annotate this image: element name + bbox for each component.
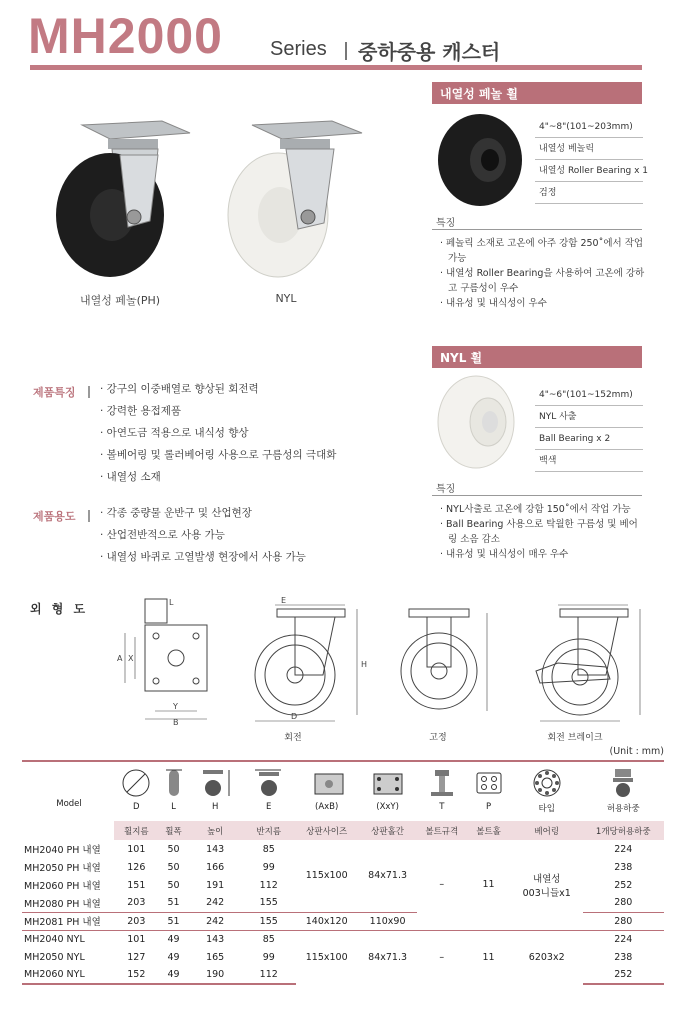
product-feature-item: · 내열성 소재 bbox=[100, 471, 161, 483]
col-plate-header: (AxB) bbox=[296, 761, 358, 821]
dim-letter-a: A bbox=[117, 654, 123, 663]
sub-header-cell: 베어링 bbox=[511, 821, 583, 840]
height-icon bbox=[197, 768, 233, 798]
dim-letter-d: D bbox=[291, 712, 298, 721]
swivel-brake-drawing bbox=[528, 597, 653, 727]
group1-plate: 115x100 bbox=[305, 870, 348, 882]
swivel-radius-icon bbox=[251, 768, 287, 798]
group1-bearing: 내열성 003니들x1 bbox=[522, 873, 571, 899]
table-row: MH2060 NYL 152 49 190 112 252 bbox=[22, 966, 664, 984]
nyl-caster-label: NYL bbox=[275, 292, 297, 305]
table-row: MH2080 PH 내열 203 51 242 155 280 bbox=[24, 897, 633, 910]
nyl-feature-list bbox=[440, 502, 645, 562]
nyl-wheel-image bbox=[432, 372, 532, 472]
group1-bolt: – bbox=[439, 879, 445, 891]
product-uses-list bbox=[100, 502, 306, 568]
dim-letter-y: Y bbox=[173, 702, 178, 711]
phenol-feature-item: · 페놀릭 소재로 고온에 아주 강함 250˚에서 작업 가능 bbox=[440, 238, 644, 264]
dimension-drawings-title: 외 형 도 bbox=[30, 602, 89, 616]
nyl-feature-rule bbox=[432, 495, 642, 496]
phenol-wheel-image bbox=[432, 108, 532, 208]
sub-header-cell: 1개당허용하중 bbox=[583, 821, 664, 840]
caption-swivel: 회전 bbox=[284, 733, 302, 743]
sub-header-cell: 상판홀간 bbox=[358, 821, 418, 840]
phenol-spec-material: 내열성 베놀릭 bbox=[535, 138, 643, 160]
col-hole-header: (XxY) bbox=[358, 761, 418, 821]
page-title: MH2000 bbox=[28, 8, 223, 64]
model-header: Model bbox=[22, 761, 114, 840]
swivel-drawing bbox=[245, 597, 370, 727]
table-row: MH2060 PH 내열 151 50 191 112 252 bbox=[24, 879, 633, 892]
col-h-header: H bbox=[188, 761, 242, 821]
table-row: MH2040 NYL 101 49 143 85 115x100 84x71.3 – 11 6203x2 224 bbox=[22, 930, 664, 948]
page-subtitle: 중하중용 캐스터 bbox=[358, 40, 501, 64]
phenol-spec-bearing: 내열성 Roller Bearing x 1 bbox=[535, 160, 643, 182]
group1-bolt-hole: 11 bbox=[482, 879, 495, 891]
phenol-wheel-heading: 내열성 페놀 휠 bbox=[432, 82, 642, 104]
table-sub-header-row bbox=[22, 821, 664, 840]
nyl-spec-color: 백색 bbox=[535, 450, 643, 472]
product-feature-item: · 강력한 용접제품 bbox=[100, 405, 182, 417]
dim-letter-b: B bbox=[173, 718, 179, 725]
nyl-spec-bearing: Ball Bearing x 2 bbox=[535, 428, 643, 450]
phenol-feature-item: · 내열성 Roller Bearing을 사용하여 고온에 강하고 구름성이 우수 bbox=[440, 268, 645, 294]
sub-header-cell: 볼트규격 bbox=[417, 821, 466, 840]
table-row: MH2050 PH 내열 126 50 166 99 238 bbox=[24, 861, 633, 874]
group2-bolt-hole: 11 bbox=[466, 930, 511, 984]
nyl-feature-item: · 내유성 및 내식성이 매우 우수 bbox=[440, 549, 569, 560]
col-d-header: D bbox=[114, 761, 159, 821]
sub-header-cell: 반지름 bbox=[242, 821, 296, 840]
bolt-icon bbox=[427, 768, 457, 798]
product-feature-item: · 볼베어링 및 롤러베어링 사용으로 구름성의 극대화 bbox=[100, 449, 337, 461]
group2-bearing: 6203x2 bbox=[511, 930, 583, 984]
nyl-feature-item: · NYL사출로 고온에 강함 150˚에서 작업 가능 bbox=[440, 504, 631, 515]
load-weight-icon bbox=[605, 768, 641, 798]
wheel-width-icon bbox=[164, 768, 184, 798]
dim-letter-e: E bbox=[281, 597, 287, 605]
phenol-feature-item: · 내유성 및 내식성이 우수 bbox=[440, 298, 547, 309]
product-uses-bar bbox=[88, 510, 90, 522]
series-label: Series bbox=[270, 38, 327, 60]
sub-header-cell: 상판사이즈 bbox=[296, 821, 358, 840]
caption-swivel-brake: 회전 브레이크 bbox=[547, 733, 603, 743]
rigid-drawing bbox=[395, 605, 495, 725]
col-e-header: E bbox=[242, 761, 296, 821]
dim-letter-l: L bbox=[169, 598, 174, 607]
phenol-caster-image bbox=[50, 115, 210, 285]
col-l-header: L bbox=[159, 761, 189, 821]
wheel-diameter-icon bbox=[121, 768, 151, 798]
nyl-feature-heading: 특징 bbox=[436, 484, 456, 495]
spec-table bbox=[22, 760, 664, 985]
product-feature-item: · 강구의 이중배열로 향상된 회전력 bbox=[100, 383, 259, 395]
table-row: MH2081 PH 내열 203 51 242 155 140x120 110x90 280 bbox=[22, 912, 664, 930]
nyl-spec-size: 4"~6"(101~152mm) bbox=[535, 384, 643, 406]
dim-letter-h: H bbox=[361, 660, 368, 669]
dim-letter-x: X bbox=[128, 654, 134, 663]
phenol-feature-heading: 특징 bbox=[436, 218, 456, 229]
group2-bolt: – bbox=[417, 930, 466, 984]
product-features-label: 제품특징 bbox=[33, 386, 76, 399]
product-use-item: · 산업전반적으로 사용 가능 bbox=[100, 529, 225, 541]
bolt-hole-icon bbox=[474, 768, 504, 798]
product-feature-item: · 아연도금 적용으로 내식성 향상 bbox=[100, 427, 249, 439]
sub-header-cell: 휠폭 bbox=[159, 821, 189, 840]
product-features-list bbox=[100, 378, 336, 488]
col-type-header: 타입 bbox=[511, 761, 583, 821]
phenol-feature-list bbox=[440, 236, 645, 311]
phenol-spec-color: 검정 bbox=[535, 182, 643, 204]
sub-header-cell: 볼트홀 bbox=[466, 821, 511, 840]
product-features-bar bbox=[88, 386, 90, 398]
caption-rigid: 고정 bbox=[429, 733, 447, 743]
bearing-icon bbox=[532, 768, 562, 798]
table-row: MH2050 NYL 127 49 165 99 238 bbox=[24, 951, 633, 963]
nyl-wheel-heading: NYL 휠 bbox=[432, 346, 642, 368]
table-icon-header-row bbox=[22, 761, 664, 821]
table-row: MH2040 PH 내열 101 50 143 85 115x100 84x71.3 – 11 내열성 003니들x1 224 bbox=[22, 840, 664, 858]
product-use-item: · 내열성 바퀴로 고열발생 현장에서 사용 가능 bbox=[100, 551, 306, 563]
col-p-header: P bbox=[466, 761, 511, 821]
sub-header-cell: 휠지름 bbox=[114, 821, 159, 840]
title-separator bbox=[345, 42, 347, 60]
plate-size-icon bbox=[307, 768, 347, 798]
phenol-feature-rule bbox=[432, 229, 642, 230]
col-t-header: T bbox=[417, 761, 466, 821]
nyl-spec-list bbox=[535, 384, 643, 472]
group2-hole: 84x71.3 bbox=[358, 930, 418, 984]
phenol-caster-label: 내열성 페놀(PH) bbox=[79, 294, 161, 307]
group1-hole: 84x71.3 bbox=[368, 870, 408, 882]
col-load-header: 허용하중 bbox=[583, 761, 664, 821]
phenol-spec-list bbox=[535, 116, 649, 204]
sub-header-cell: 높이 bbox=[188, 821, 242, 840]
nyl-spec-material: NYL 사출 bbox=[535, 406, 643, 428]
phenol-spec-size: 4"~8"(101~203mm) bbox=[535, 116, 643, 138]
nyl-caster-image bbox=[222, 115, 382, 285]
bolt-hole-spacing-icon bbox=[368, 768, 408, 798]
unit-label: (Unit : mm) bbox=[609, 746, 664, 757]
product-uses-label: 제품용도 bbox=[33, 510, 76, 523]
group2-plate: 115x100 bbox=[296, 930, 358, 984]
nyl-feature-item: · Ball Bearing 사용으로 탁월한 구름성 및 베어링 소음 감소 bbox=[440, 519, 638, 545]
title-rule bbox=[30, 65, 642, 70]
product-use-item: · 각종 중량물 운반구 및 산업현장 bbox=[100, 507, 252, 519]
top-plate-drawing bbox=[105, 595, 215, 725]
